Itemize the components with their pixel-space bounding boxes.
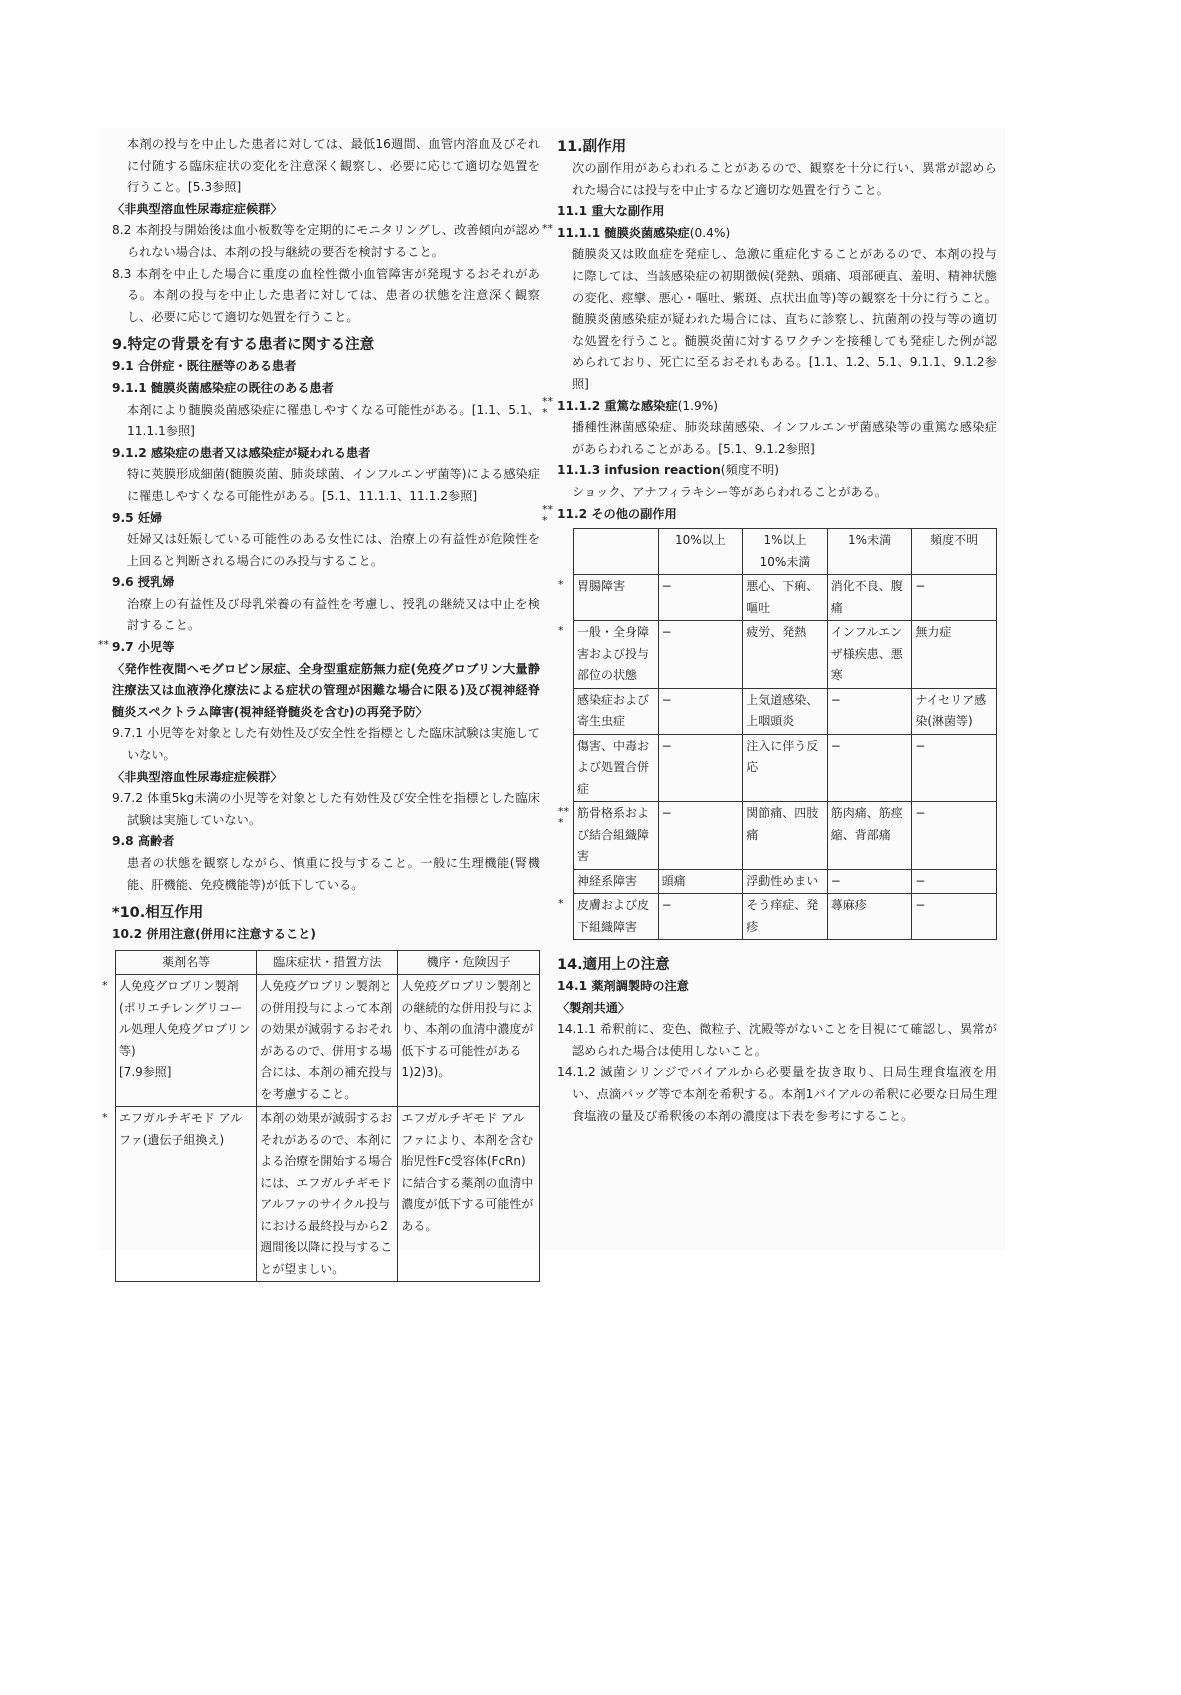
table-cell: − [827,869,912,894]
table-cell: − [912,869,997,894]
frequency: (0.4%) [689,225,731,240]
section-heading-14: 14.適用上の注意 [557,957,670,974]
heading-11-1-1 [542,221,997,245]
heading-11-1: 11.1 重大な副作用 [557,204,665,219]
paragraph: 本剤の投与を中止した患者に対しては、最低16週間、血管内溶血及びそれに付随する臨床症状の変化を注意深く観察し、必要に応じて適切な処置を行うこと。[5.3参照] [127,137,540,195]
heading-9-7 [98,637,540,659]
table-cell: − [912,575,997,621]
table-cell: − [827,688,912,734]
table-cell: − [658,734,743,802]
heading-9-1-2: 9.1.2 感染症の患者又は感染症が疑われる患者 [112,445,371,460]
table-cell: 消化不良、腹痛 [827,575,912,621]
column-header: 臨床症状・措置方法 [257,950,398,975]
column-header: 1%以上 10%未満 [743,529,828,575]
right-column [542,136,997,1127]
row-revision-mark: * [102,978,108,992]
heading-text: 11.1.3 infusion reaction [557,463,721,478]
side-effects-table [573,528,997,940]
table-row [574,621,997,689]
table-cell: 傷害、中毒および処置合併症 [574,734,659,802]
column-header: 頻度不明 [912,529,997,575]
table-cell: − [912,734,997,802]
paragraph-9-7-2: 9.7.2 体重5kg未満の小児等を対象とした有効性及び安全性を指標とした臨床試験は実施していない。 [112,791,540,827]
row-revision-mark: * [558,578,564,592]
section-heading-10: *10.相互作用 [112,905,204,922]
table-cell: − [912,802,997,870]
table-cell: 人免疫グロブリン製剤との併用投与によって本剤の効果が減弱するおそれがあるので、併用する場合には、本剤の補充投与を考慮すること。 [257,975,398,1107]
frequency: (頻度不明) [720,463,780,478]
paragraph-8-3: 8.3 本剤を中止した場合に重度の血栓性微小血管障害が発現するおそれがある。本剤の投与を中止した患者に対しては、患者の状態を注意深く観察し、必要に応じて適切な処置を行うこと。 [112,266,540,324]
heading-text: 11.1.2 重篤な感染症 [557,398,678,413]
column-header: 1%未満 [827,529,912,575]
heading-9-8: 9.8 高齢者 [112,834,175,849]
paragraph-9-1-2: 特に莢膜形成細菌(髄膜炎菌、肺炎球菌、インフルエンザ菌等)による感染症に罹患しやすくなる可能性がある。[5.1、11.1.1、11.1.2参照] [127,467,540,503]
paragraph-9-6: 治療上の有益性及び母乳栄養の有益性を考慮し、授乳の継続又は中止を検討すること。 [127,596,540,633]
table-cell: − [827,734,912,802]
subheading: 〈発作性夜間ヘモグロビン尿症、全身型重症筋無力症(免疫グロブリン大量静注療法又は血液浄化療法による症状の管理が困難な場合に限る)及び視神経脊髄炎スペクトラム障害(視神経脊髄炎を含む)の再発予防〉 [112,661,540,719]
table-header-row [116,950,540,975]
heading-text: 11.2 その他の副作用 [557,506,677,521]
section-heading-9: 9.特定の背景を有する患者に関する注意 [112,337,375,354]
paragraph-11-1-3: ショック、アナフィラキシー等があらわれることがある。 [572,484,888,499]
table-cell: 感染症および寄生虫症 [574,688,659,734]
table-cell: 頭痛 [658,869,743,894]
paragraph-11: 次の副作用があらわれることがあるので、観察を十分に行い、異常が認められた場合には投与を中止するなど適切な処置を行うこと。 [572,161,997,197]
left-column [98,134,540,1282]
table-cell: 人免疫グロブリン製剤 (ポリエチレングリコール処理人免疫グロブリン等) [7.9参照] [116,975,257,1107]
table-cell: 浮動性めまい [743,869,828,894]
heading-text: 9.7 小児等 [112,640,175,655]
table-row [574,802,997,870]
column-header [574,529,659,575]
interaction-table-wrap [102,950,540,1283]
heading-14-1: 14.1 薬剤調製時の注意 [557,979,689,994]
heading-11-1-3 [557,460,997,482]
table-cell: 無力症 [912,621,997,689]
subheading: 〈非典型溶血性尿毒症症候群〉 [112,201,283,216]
table-cell: 一般・全身障害および投与部位の状態 [574,621,659,689]
heading-text: 11.1.1 髄膜炎菌感染症 [557,225,690,240]
table-cell: 蕁麻疹 [827,894,912,940]
table-cell: − [912,894,997,940]
table-cell: 上気道感染、上咽頭炎 [743,688,828,734]
revision-mark: ** [542,221,553,235]
table-cell: 筋骨格系および結合組織障害 [574,802,659,870]
table-cell: − [658,575,743,621]
table-cell: 関節痛、四肢痛 [743,802,828,870]
table-cell: ナイセリア感染(淋菌等) [912,688,997,734]
table-cell: 皮膚および皮下組織障害 [574,894,659,940]
revision-mark: *** [542,394,553,419]
table-cell: 注入に伴う反応 [743,734,828,802]
table-cell: − [658,621,743,689]
paragraph-9-1-1: 本剤により髄膜炎菌感染症に罹患しやすくなる可能性がある。[1.1、5.1、11.1.1参照] [127,402,540,439]
revision-mark: *** [542,502,553,527]
table-header-row [574,529,997,575]
table-cell: 本剤の効果が減弱するおそれがあるので、本剤による治療を開始する場合には、エフガルチギモド アルファのサイクル投与における最終投与から2週間後以降に投与することが望ましい。 [257,1107,398,1282]
table-row [574,869,997,894]
section-heading-11: 11.副作用 [557,139,627,155]
column-header: 10%以上 [658,529,743,575]
paragraph-9-8: 患者の状態を観察しながら、慎重に投与すること。一般に生理機能(腎機能、肝機能、免疫機能等)が低下している。 [127,856,540,892]
column-header: 機序・危険因子 [398,950,540,975]
table-row [574,734,997,802]
table-row [574,688,997,734]
table-cell: − [658,688,743,734]
table-row [574,894,997,940]
table-row [116,975,540,1107]
column-header: 薬剤名等 [116,950,257,975]
frequency: (1.9%) [677,398,719,413]
paragraph-14-1-1: 14.1.1 希釈前に、変色、微粒子、沈殿等がないことを目視にて確認し、異常が認められた場合は使用しないこと。 [557,1022,997,1058]
side-effects-table-wrap [557,528,997,940]
table-cell: − [658,894,743,940]
subheading: 〈非典型溶血性尿毒症症候群〉 [112,769,283,784]
table-cell: そう痒症、発疹 [743,894,828,940]
heading-9-5: 9.5 妊婦 [112,510,163,525]
paragraph-14-1-2: 14.1.2 滅菌シリンジでバイアルから必要量を抜き取り、日局生理食塩液を用い、点滴バッグ等で本剤を希釈する。本剤1バイアルの希釈に必要な日局生理食塩液の量及び希釈後の本剤の濃度は下表を参考にすること。 [557,1065,997,1123]
table-row [116,1107,540,1282]
row-revision-mark: * [558,624,564,638]
heading-9-6: 9.6 授乳婦 [112,575,175,590]
table-cell: 筋肉痛、筋痙縮、背部痛 [827,802,912,870]
table-cell: インフルエンザ様疾患、悪寒 [827,621,912,689]
table-cell: エフガルチギモド アルファ(遺伝子組換え) [116,1107,257,1282]
table-cell: − [658,802,743,870]
table-cell: エフガルチギモド アルファにより、本剤を含む胎児性Fc受容体(FcRn)に結合する薬剤の血清中濃度が低下する可能性がある。 [398,1107,540,1282]
row-revision-mark: *** [558,805,569,830]
table-cell: 神経系障害 [574,869,659,894]
revision-mark: ** [98,638,109,652]
heading-9-1-1: 9.1.1 髄膜炎菌感染症の既往のある患者 [112,380,334,395]
row-revision-mark: * [558,897,564,911]
paragraph-8-2: 8.2 本剤投与開始後は血小板数等を定期的にモニタリングし、改善傾向が認められない場合は、本剤の投与継続の要否を検討すること。 [112,223,540,259]
table-cell: 人免疫グロブリン製剤との継続的な併用投与により、本剤の血清中濃度が低下する可能性がある1)2)3)。 [398,975,540,1107]
paragraph-9-5: 妊婦又は妊娠している可能性のある女性には、治療上の有益性が危険性を上回ると判断される場合にのみ投与すること。 [127,532,540,568]
paragraph-11-1-2: 播種性淋菌感染症、肺炎球菌感染、インフルエンザ菌感染等の重篤な感染症があらわれることがある。[5.1、9.1.2参照] [572,420,997,456]
table-cell: 悪心、下痢、嘔吐 [743,575,828,621]
paragraph-9-7-1: 9.7.1 小児等を対象とした有効性及び安全性を指標とした臨床試験は実施していない。 [112,726,540,763]
table-cell: 胃腸障害 [574,575,659,621]
table-row [574,575,997,621]
row-revision-mark: * [102,1110,108,1124]
heading-9-1: 9.1 合併症・既往歴等のある患者 [112,359,297,374]
heading-11-1-2 [542,394,997,419]
heading-10-2: 10.2 併用注意(併用に注意すること) [112,927,316,942]
subheading: 〈製剤共通〉 [557,1000,631,1015]
interaction-table [115,950,540,1283]
paragraph-11-1-1: 髄膜炎又は敗血症を発症し、急激に重症化することがあるので、本剤の投与に際しては、当該感染症の初期徴候(発熱、頭痛、項部硬直、羞明、精神状態の変化、痙攣、悪心・嘔吐、紫斑、点状出血等)等の観察を十分に行うこと。髄膜炎菌感染症が疑われた場合には、直ちに診察し、抗菌剤の投与等の適切な処置を行うこと。髄膜炎菌に対するワクチンを接種しても発症した例が認められており、死亡に至るおそれもある。[1.1、1.2、5.1、9.1.1、9.1.2参照] [572,247,997,391]
heading-11-2 [542,502,997,527]
table-cell: 疲労、発熱 [743,621,828,689]
